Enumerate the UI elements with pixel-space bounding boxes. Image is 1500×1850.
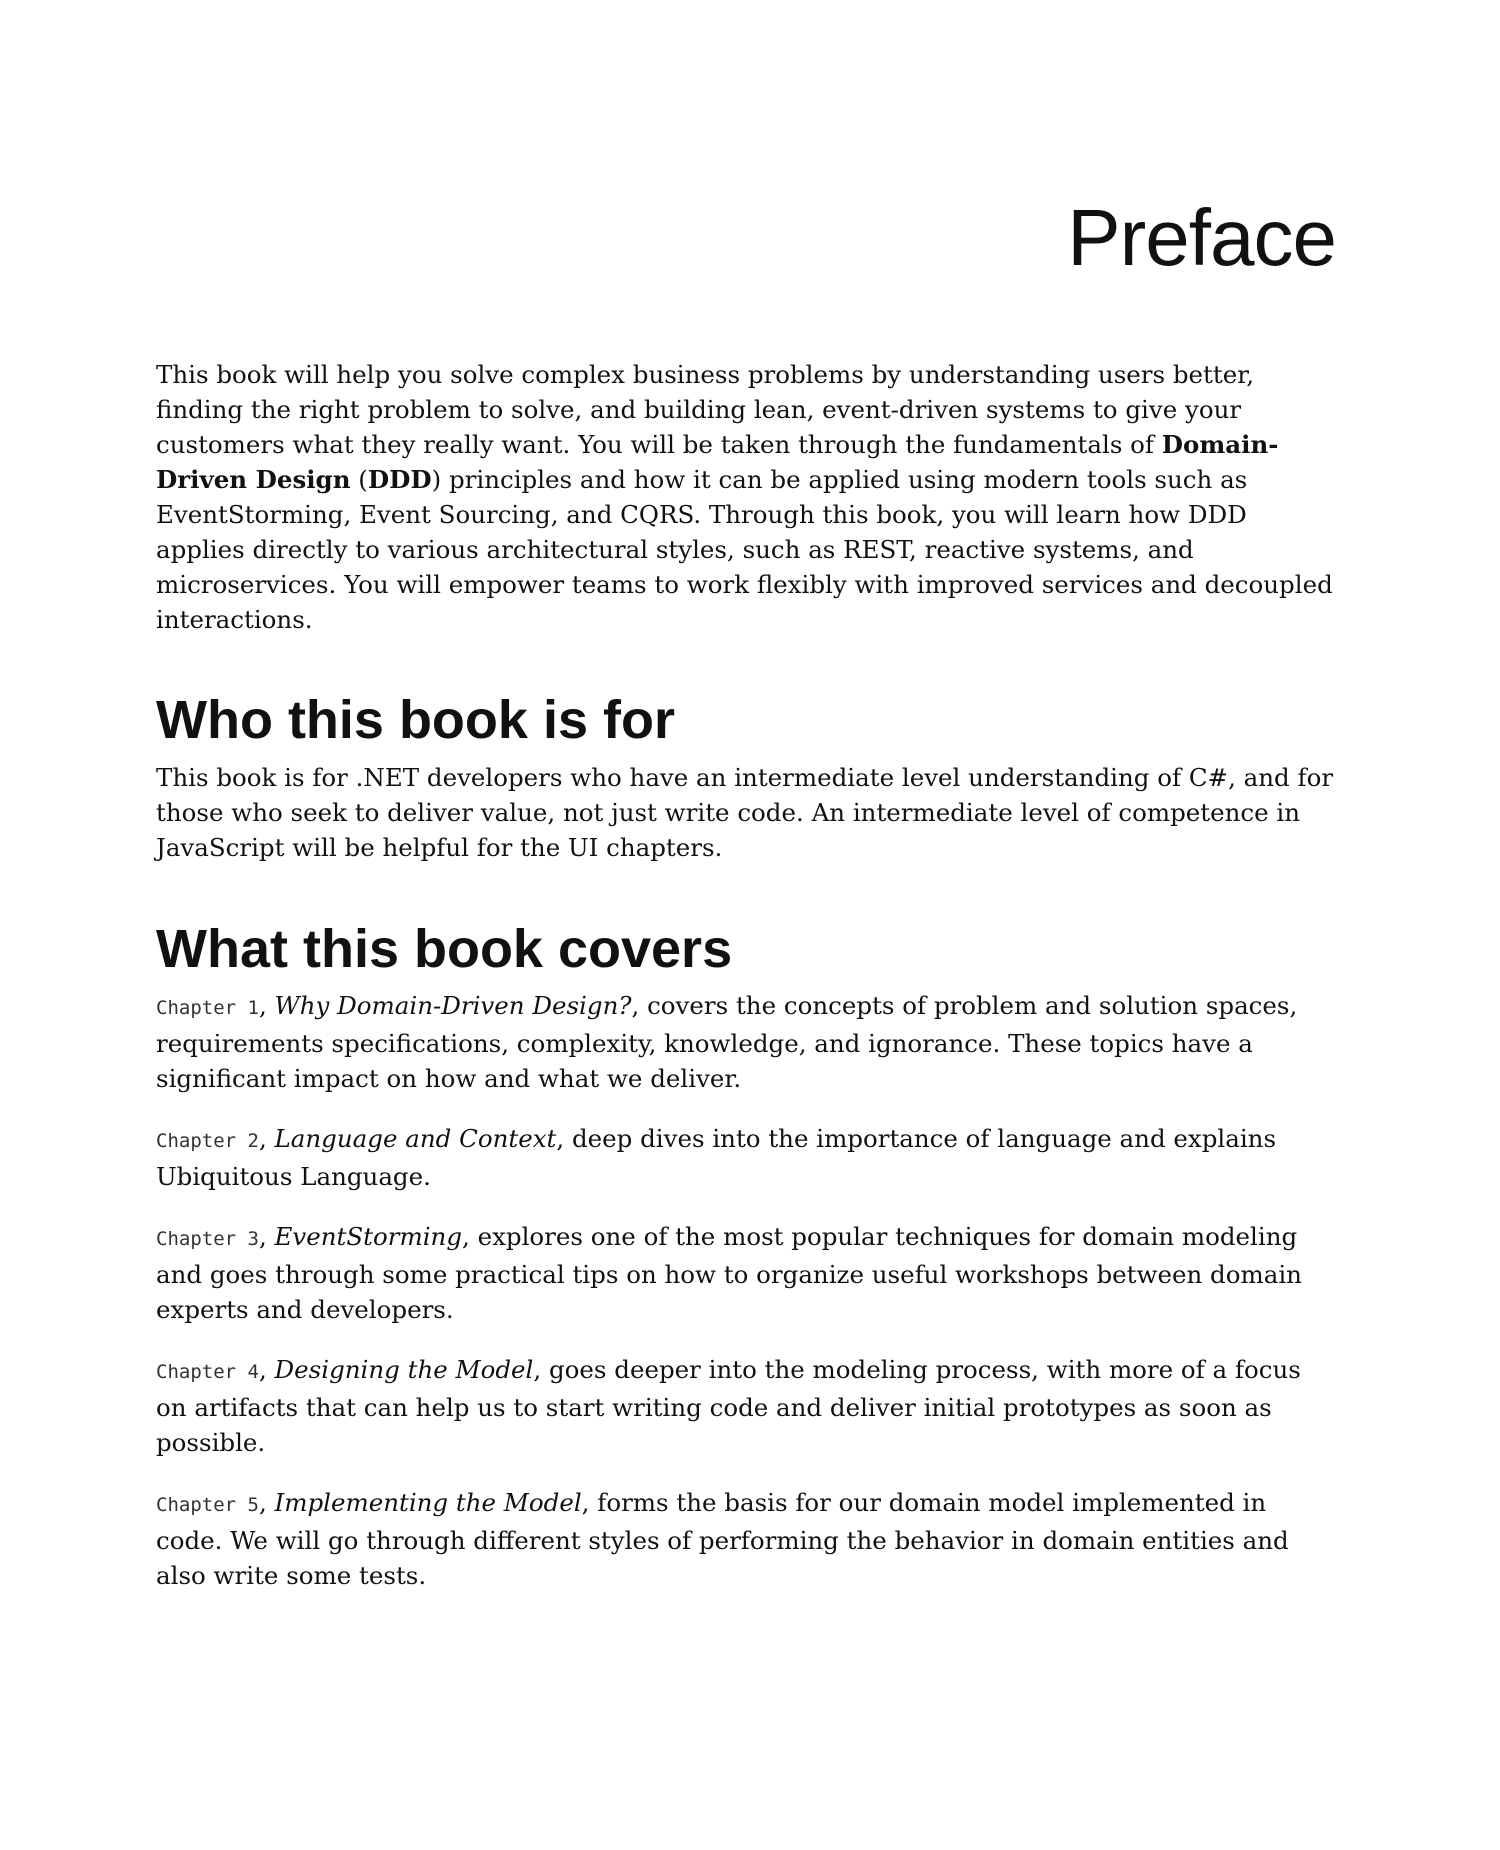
chapter-title: Language and Context: [274, 1124, 557, 1153]
document-page: [156, 0, 1336, 1850]
intro-text-part3: ) principles and how it can be applied using modern tools such as EventStorming, Event Sourcing, and CQRS. Through this book, you will learn how DDD applies directly to various architectural styles, such as REST, reactive systems, and microservices. You will empower teams to work flexibly with improved services and decoupled interactions.: [156, 465, 1333, 634]
chapter-item: Chapter 4, Designing the Model, goes deeper into the modeling process, with more of a focus on artifacts that can help us to start writing code and deliver initial prototypes as soon as possible.: [156, 1355, 1301, 1457]
intro-text-part2: (: [350, 465, 368, 494]
intro-text-part1: This book will help you solve complex business problems by understanding users better, finding the right problem to solve, and building lean, event-driven systems to give your customers what they really want. You will be taken through the fundamentals of: [156, 360, 1255, 459]
chapter-title: Designing the Model: [274, 1355, 534, 1384]
chapter-title: Why Domain-Driven Design?: [274, 991, 632, 1020]
chapter-description: , forms the basis for our domain model implemented in code. We will go through different styles of performing the behavior in domain entities and also write some tests.: [156, 1488, 1289, 1590]
page-title: Preface: [1067, 193, 1336, 282]
chapter-description: , deep dives into the importance of language and explains Ubiquitous Language.: [156, 1124, 1277, 1191]
chapter-label: Chapter 4: [156, 1361, 259, 1383]
who-paragraph: This book is for .NET developers who have an intermediate level understanding of C#, and for those who seek to deliver value, not just write code. An intermediate level of competence in JavaScript will be helpful for the UI chapters.: [156, 763, 1334, 862]
chapter-list: [156, 988, 1336, 1618]
chapter-title: Implementing the Model: [274, 1488, 582, 1517]
intro-bold-ddd-full: Domain-Driven Design: [156, 430, 1279, 494]
chapter-label: Chapter 1: [156, 997, 259, 1019]
chapter-item: Chapter 2, Language and Context, deep dives into the importance of language and explains Ubiquitous Language.: [156, 1124, 1277, 1191]
chapter-item: Chapter 1, Why Domain-Driven Design?, covers the concepts of problem and solution spaces, requirements specifications, complexity, knowledge, and ignorance. These topics have a significant impact on how and what we deliver.: [156, 991, 1298, 1093]
chapter-description: , goes deeper into the modeling process, with more of a focus on artifacts that can help us to start writing code and deliver initial prototypes as soon as possible.: [156, 1355, 1301, 1457]
chapter-description: , explores one of the most popular techniques for domain modeling and goes through some practical tips on how to organize useful workshops between domain experts and developers.: [156, 1222, 1302, 1324]
chapter-item: Chapter 5, Implementing the Model, forms the basis for our domain model implemented in code. We will go through different styles of performing the behavior in domain entities and also write some tests.: [156, 1488, 1289, 1590]
section-heading-what: What this book covers: [156, 919, 733, 979]
chapter-title: EventStorming: [274, 1222, 463, 1251]
section-heading-who: Who this book is for: [156, 690, 675, 750]
chapter-label: Chapter 5: [156, 1494, 259, 1516]
intro-paragraph: [156, 357, 1336, 637]
chapter-description: , covers the concepts of problem and solution spaces, requirements specifications, complexity, knowledge, and ignorance. These topics have a significant impact on how and what we deliver.: [156, 991, 1298, 1093]
intro-bold-ddd: DDD: [367, 465, 432, 494]
chapter-item: Chapter 3, EventStorming, explores one of the most popular techniques for domain modeling and goes through some practical tips on how to organize useful workshops between domain experts and developers.: [156, 1222, 1302, 1324]
chapter-label: Chapter 3: [156, 1228, 259, 1250]
chapter-label: Chapter 2: [156, 1130, 259, 1152]
